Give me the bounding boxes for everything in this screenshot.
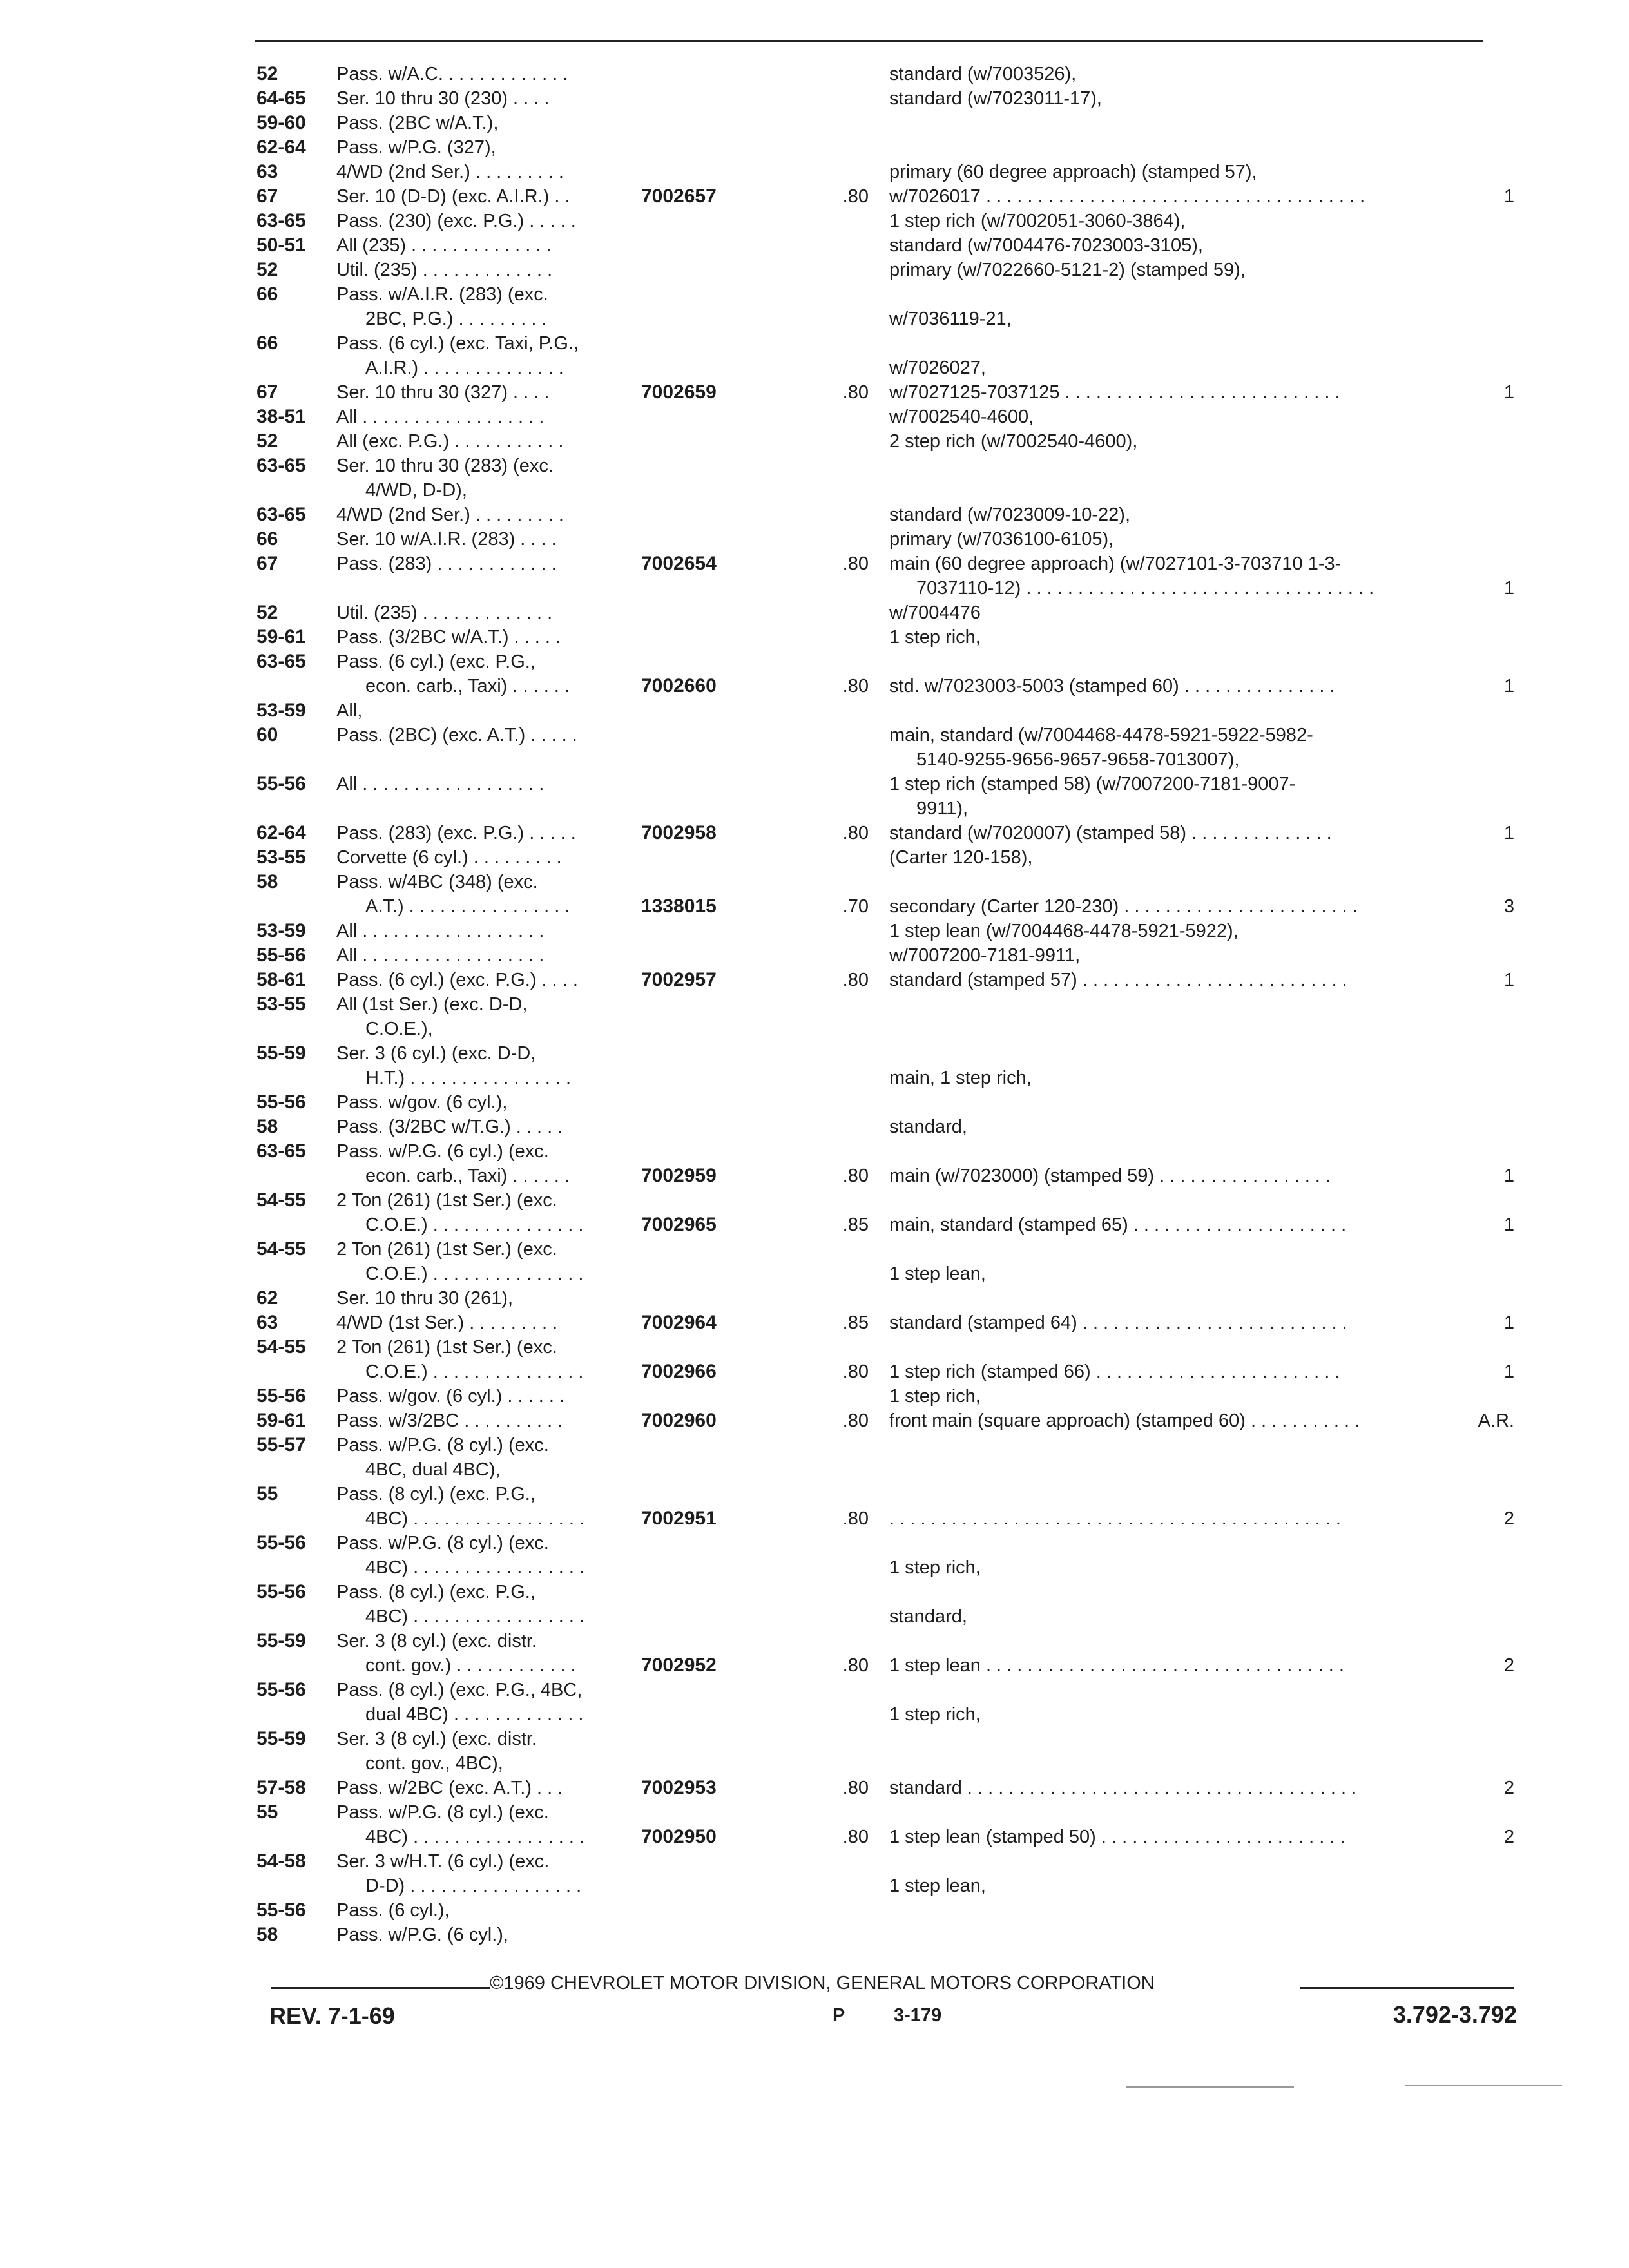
application-desc-continued: H.T.) . . . . . . . . . . . . . . . . <box>365 1068 572 1088</box>
part-description: w/7026017 . . . . . . . . . . . . . . . . . . . . . . . . . . . . . . . . . . . . . <box>889 186 1365 207</box>
application-desc-continued: 4/WD, D-D), <box>365 480 467 501</box>
footer-rule-left <box>271 1987 490 1989</box>
jet-size: .70 <box>842 896 869 917</box>
application-desc: Ser. 10 thru 30 (327) . . . . <box>336 382 550 403</box>
application-desc: Pass. w/P.G. (8 cyl.) (exc. <box>336 1435 549 1456</box>
part-description: primary (60 degree approach) (stamped 57), <box>889 162 1257 182</box>
application-desc-continued: cont. gov., 4BC), <box>365 1753 503 1774</box>
model-year: 52 <box>256 63 278 84</box>
part-description: (Carter 120-158), <box>889 847 1033 868</box>
part-number: 7002964 <box>641 1312 717 1333</box>
model-year: 55-59 <box>256 1728 306 1749</box>
part-description: standard (stamped 57) . . . . . . . . . . . . . . . . . . . . . . . . . . <box>889 970 1347 990</box>
model-year: 59-61 <box>256 626 306 648</box>
part-description: standard, <box>889 1117 967 1137</box>
model-year: 62-64 <box>256 137 306 158</box>
model-year: 54-55 <box>256 1336 306 1358</box>
model-year: 55 <box>256 1483 278 1504</box>
revision-date: REV. 7-1-69 <box>269 2003 395 2029</box>
application-desc: 4/WD (2nd Ser.) . . . . . . . . . <box>336 162 564 182</box>
part-number: 7002957 <box>641 969 717 990</box>
part-description: secondary (Carter 120-230) . . . . . . . . . . . . . . . . . . . . . . . <box>889 896 1358 917</box>
part-description: 1 step rich, <box>889 627 981 648</box>
part-description: main, standard (stamped 65) . . . . . . . . . . . . . . . . . . . . . <box>889 1215 1347 1235</box>
application-desc: Pass. w/A.C. . . . . . . . . . . . . <box>336 64 568 84</box>
quantity: 2 <box>1503 1508 1514 1529</box>
part-description: standard (w/7004476-7023003-3105), <box>889 235 1203 256</box>
part-description: 1 step rich (stamped 58) (w/7007200-7181-9007- <box>889 774 1296 794</box>
application-desc-continued: econ. carb., Taxi) . . . . . . <box>365 676 570 697</box>
application-desc-continued: C.O.E.), <box>365 1019 433 1039</box>
application-desc: Util. (235) . . . . . . . . . . . . . <box>336 602 553 623</box>
model-year: 52 <box>256 430 278 452</box>
application-desc: Ser. 10 thru 30 (283) (exc. <box>336 456 554 476</box>
quantity: 1 <box>1503 186 1514 207</box>
part-number: 7002960 <box>641 1410 717 1431</box>
application-desc: 2 Ton (261) (1st Ser.) (exc. <box>336 1337 557 1358</box>
model-year: 67 <box>256 553 278 574</box>
jet-size: .80 <box>842 1827 869 1847</box>
model-year: 59-60 <box>256 112 306 133</box>
application-desc: Pass. w/2BC (exc. A.T.) . . . <box>336 1778 563 1798</box>
model-year: 52 <box>256 259 278 280</box>
copyright-line: ©1969 CHEVROLET MOTOR DIVISION, GENERAL MOTORS CORPORATION <box>490 1973 1155 1994</box>
application-desc: Ser. 3 (8 cyl.) (exc. distr. <box>336 1631 537 1651</box>
part-description: primary (w/7036100-6105), <box>889 529 1114 550</box>
quantity: 2 <box>1503 1827 1514 1847</box>
model-year: 63-65 <box>256 455 306 476</box>
model-year: 55-59 <box>256 1043 306 1064</box>
model-year: 63-65 <box>256 210 306 231</box>
model-year: 63-65 <box>256 1140 306 1162</box>
model-year: 54-58 <box>256 1850 306 1872</box>
application-desc: 4/WD (2nd Ser.) . . . . . . . . . <box>336 505 564 525</box>
part-description: front main (square approach) (stamped 60) . . . . . . . . . . . <box>889 1410 1360 1431</box>
part-description: standard . . . . . . . . . . . . . . . . . . . . . . . . . . . . . . . . . . . . . . <box>889 1778 1357 1798</box>
jet-size: .80 <box>842 1508 869 1529</box>
application-desc: Pass. (8 cyl.) (exc. P.G., <box>336 1484 535 1504</box>
part-description: 1 step lean, <box>889 1264 986 1284</box>
model-year: 55-56 <box>256 1679 306 1700</box>
model-year: 54-55 <box>256 1189 306 1211</box>
application-desc-continued: A.I.R.) . . . . . . . . . . . . . . <box>365 358 564 378</box>
application-desc: Pass. w/4BC (348) (exc. <box>336 872 538 892</box>
part-number-range: 3.792-3.792 <box>1393 2001 1517 2028</box>
application-desc-continued: dual 4BC) . . . . . . . . . . . . . <box>365 1704 584 1725</box>
jet-size: .80 <box>842 1778 869 1798</box>
model-year: 62 <box>256 1287 278 1309</box>
application-desc: Pass. (230) (exc. P.G.) . . . . . <box>336 211 576 231</box>
part-number: 7002660 <box>641 675 717 697</box>
application-desc: Pass. w/P.G. (8 cyl.) (exc. <box>336 1533 549 1553</box>
model-year: 58-61 <box>256 969 306 990</box>
quantity: 1 <box>1503 382 1514 403</box>
application-desc: Pass. (6 cyl.) (exc. Taxi, P.G., <box>336 333 579 354</box>
application-desc: 2 Ton (261) (1st Ser.) (exc. <box>336 1239 557 1260</box>
part-description: primary (w/7022660-5121-2) (stamped 59), <box>889 260 1246 280</box>
model-year: 55-59 <box>256 1630 306 1651</box>
model-year: 55-56 <box>256 1091 306 1113</box>
part-number: 7002654 <box>641 553 717 574</box>
model-year: 55-56 <box>256 1385 306 1407</box>
section-letter: P <box>833 2005 845 2026</box>
quantity: 1 <box>1503 1166 1514 1186</box>
model-year: 63 <box>256 161 278 182</box>
top-rule <box>255 40 1483 42</box>
application-desc: Ser. 10 w/A.I.R. (283) . . . . <box>336 529 557 550</box>
jet-size: .80 <box>842 186 869 207</box>
part-description: w/7027125-7037125 . . . . . . . . . . . . . . . . . . . . . . . . . . . <box>889 382 1340 403</box>
application-desc: Pass. (2BC w/A.T.), <box>336 113 499 133</box>
part-description: w/7026027, <box>889 358 986 378</box>
application-desc: Pass. (283) . . . . . . . . . . . . <box>336 553 557 574</box>
part-description: main (w/7023000) (stamped 59) . . . . . . . . . . . . . . . . . <box>889 1166 1331 1186</box>
part-description-continued: 7037110-12) . . . . . . . . . . . . . . . . . . . . . . . . . . . . . . . . . . <box>916 578 1374 599</box>
application-desc: Pass. w/P.G. (8 cyl.) (exc. <box>336 1802 549 1823</box>
part-number: 7002951 <box>641 1508 717 1529</box>
application-desc: Ser. 3 (8 cyl.) (exc. distr. <box>336 1729 537 1749</box>
part-description: w/7002540-4600, <box>889 407 1034 427</box>
quantity: 1 <box>1503 1361 1514 1382</box>
model-year: 53-59 <box>256 700 306 721</box>
application-desc-continued: 4BC, dual 4BC), <box>365 1459 501 1480</box>
part-description: 1 step lean . . . . . . . . . . . . . . . . . . . . . . . . . . . . . . . . . . . <box>889 1655 1344 1676</box>
jet-size: .80 <box>842 553 869 574</box>
part-description-continued: 9911), <box>916 798 969 819</box>
part-number: 7002657 <box>641 186 717 207</box>
model-year: 62-64 <box>256 822 306 843</box>
part-description: standard (w/7003526), <box>889 64 1077 84</box>
application-desc: All (1st Ser.) (exc. D-D, <box>336 994 528 1015</box>
model-year: 57-58 <box>256 1777 306 1798</box>
jet-size: .80 <box>842 1655 869 1676</box>
part-description: standard (w/7023009-10-22), <box>889 505 1131 525</box>
model-year: 58 <box>256 871 278 892</box>
model-year: 60 <box>256 724 278 745</box>
application-desc: All . . . . . . . . . . . . . . . . . . <box>336 774 545 794</box>
model-year: 63-65 <box>256 504 306 525</box>
model-year: 53-55 <box>256 847 306 868</box>
application-desc: 4/WD (1st Ser.) . . . . . . . . . <box>336 1312 558 1333</box>
application-desc: Pass. (6 cyl.) (exc. P.G.) . . . . <box>336 970 578 990</box>
model-year: 53-59 <box>256 920 306 941</box>
model-year: 54-55 <box>256 1238 306 1260</box>
quantity: 2 <box>1503 1655 1514 1676</box>
application-desc: Pass. w/P.G. (6 cyl.), <box>336 1925 508 1945</box>
model-year: 58 <box>256 1116 278 1137</box>
quantity: 1 <box>1503 970 1514 990</box>
application-desc-continued: C.O.E.) . . . . . . . . . . . . . . . <box>365 1264 584 1284</box>
jet-size: .80 <box>842 676 869 697</box>
quantity: A.R. <box>1478 1410 1514 1431</box>
application-desc-continued: econ. carb., Taxi) . . . . . . <box>365 1166 570 1186</box>
part-description: w/7007200-7181-9911, <box>889 945 1081 966</box>
jet-size: .80 <box>842 1361 869 1382</box>
part-description: std. w/7023003-5003 (stamped 60) . . . . . . . . . . . . . . . <box>889 676 1335 697</box>
application-desc: Pass. (6 cyl.), <box>336 1900 450 1921</box>
model-year: 66 <box>256 528 278 550</box>
application-desc: Pass. w/gov. (6 cyl.), <box>336 1092 508 1113</box>
model-year: 63-65 <box>256 651 306 672</box>
application-desc: Pass. w/A.I.R. (283) (exc. <box>336 284 548 305</box>
model-year: 55-56 <box>256 1899 306 1921</box>
quantity: 1 <box>1503 823 1514 843</box>
application-desc: 2 Ton (261) (1st Ser.) (exc. <box>336 1190 557 1211</box>
application-desc-continued: C.O.E.) . . . . . . . . . . . . . . . <box>365 1361 584 1382</box>
application-desc: Ser. 10 thru 30 (261), <box>336 1288 514 1309</box>
part-description: main (60 degree approach) (w/7027101-3-703710 1-3- <box>889 553 1342 574</box>
part-description: w/7036119-21, <box>889 309 1012 329</box>
application-desc: Ser. 10 thru 30 (230) . . . . <box>336 88 550 109</box>
jet-size: .80 <box>842 1410 869 1431</box>
application-desc: All . . . . . . . . . . . . . . . . . . <box>336 407 545 427</box>
application-desc-continued: D-D) . . . . . . . . . . . . . . . . . <box>365 1876 582 1896</box>
scan-mark-1 <box>1126 2086 1294 2088</box>
part-number: 1338015 <box>641 896 717 917</box>
model-year: 66 <box>256 284 278 305</box>
model-year: 53-55 <box>256 994 306 1015</box>
application-desc: Pass. w/P.G. (327), <box>336 137 496 158</box>
part-description: 1 step lean (w/7004468-4478-5921-5922), <box>889 921 1239 941</box>
part-number: 7002952 <box>641 1655 717 1676</box>
model-year: 64-65 <box>256 88 306 109</box>
model-year: 67 <box>256 186 278 207</box>
part-description: . . . . . . . . . . . . . . . . . . . . . . . . . . . . . . . . . . . . . . . . . . . . <box>889 1508 1341 1529</box>
application-desc: Pass. w/gov. (6 cyl.) . . . . . . <box>336 1386 564 1407</box>
part-description: 1 step lean, <box>889 1876 986 1896</box>
model-year: 50-51 <box>256 235 306 256</box>
application-desc: Pass. (3/2BC w/A.T.) . . . . . <box>336 627 561 648</box>
jet-size: .80 <box>842 382 869 403</box>
part-description: standard, <box>889 1606 967 1627</box>
part-description: w/7004476 <box>889 602 981 623</box>
part-number: 7002965 <box>641 1214 717 1235</box>
application-desc: All, <box>336 700 363 721</box>
application-desc-continued: 2BC, P.G.) . . . . . . . . . <box>365 309 547 329</box>
part-description: 1 step rich (w/7002051-3060-3864), <box>889 211 1186 231</box>
application-desc-continued: cont. gov.) . . . . . . . . . . . . <box>365 1655 576 1676</box>
application-desc-continued: C.O.E.) . . . . . . . . . . . . . . . <box>365 1215 584 1235</box>
scan-mark-2 <box>1405 2085 1562 2086</box>
part-description: 1 step rich, <box>889 1386 981 1407</box>
application-desc: Pass. w/3/2BC . . . . . . . . . . <box>336 1410 563 1431</box>
model-year: 66 <box>256 332 278 354</box>
model-year: 55-56 <box>256 945 306 966</box>
part-number: 7002953 <box>641 1777 717 1798</box>
model-year: 55-56 <box>256 1581 306 1602</box>
quantity: 1 <box>1503 676 1514 697</box>
quantity: 1 <box>1503 1215 1514 1235</box>
application-desc: Pass. (8 cyl.) (exc. P.G., <box>336 1582 535 1602</box>
application-desc: Pass. (3/2BC w/T.G.) . . . . . <box>336 1117 563 1137</box>
application-desc-continued: 4BC) . . . . . . . . . . . . . . . . . <box>365 1827 585 1847</box>
model-year: 55-56 <box>256 1532 306 1553</box>
model-year: 55 <box>256 1802 278 1823</box>
jet-size: .85 <box>842 1215 869 1235</box>
part-description: 1 step rich (stamped 66) . . . . . . . . . . . . . . . . . . . . . . . . <box>889 1361 1340 1382</box>
part-number: 7002959 <box>641 1165 717 1186</box>
jet-size: .80 <box>842 970 869 990</box>
model-year: 52 <box>256 602 278 623</box>
part-description-continued: 5140-9255-9656-9657-9658-7013007), <box>916 749 1240 770</box>
footer-rule-right <box>1300 1987 1514 1989</box>
application-desc: Util. (235) . . . . . . . . . . . . . <box>336 260 553 280</box>
application-desc: Pass. w/P.G. (6 cyl.) (exc. <box>336 1141 549 1162</box>
model-year: 55-57 <box>256 1434 306 1456</box>
application-desc: Pass. (8 cyl.) (exc. P.G., 4BC, <box>336 1680 583 1700</box>
part-description: 2 step rich (w/7002540-4600), <box>889 431 1138 452</box>
part-number: 7002950 <box>641 1826 717 1847</box>
page-number: 3-179 <box>894 2005 942 2026</box>
quantity: 1 <box>1503 578 1514 599</box>
application-desc: Pass. (6 cyl.) (exc. P.G., <box>336 651 535 672</box>
part-number: 7002966 <box>641 1361 717 1382</box>
model-year: 59-61 <box>256 1410 306 1431</box>
model-year: 63 <box>256 1312 278 1333</box>
application-desc: All . . . . . . . . . . . . . . . . . . <box>336 921 545 941</box>
application-desc: Corvette (6 cyl.) . . . . . . . . . <box>336 847 562 868</box>
application-desc-continued: A.T.) . . . . . . . . . . . . . . . . <box>365 896 570 917</box>
quantity: 3 <box>1503 896 1514 917</box>
part-description: standard (w/7023011-17), <box>889 88 1102 109</box>
part-description: 1 step rich, <box>889 1557 981 1578</box>
part-description: standard (w/7020007) (stamped 58) . . . . . . . . . . . . . . <box>889 823 1332 843</box>
application-desc: Pass. (2BC) (exc. A.T.) . . . . . <box>336 725 577 745</box>
part-description: main, standard (w/7004468-4478-5921-5922-5982- <box>889 725 1313 745</box>
quantity: 2 <box>1503 1778 1514 1798</box>
application-desc: All (235) . . . . . . . . . . . . . . <box>336 235 552 256</box>
jet-size: .85 <box>842 1312 869 1333</box>
model-year: 55-56 <box>256 773 306 794</box>
application-desc: Pass. (283) (exc. P.G.) . . . . . <box>336 823 576 843</box>
application-desc: Ser. 3 w/H.T. (6 cyl.) (exc. <box>336 1851 550 1872</box>
application-desc: Ser. 3 (6 cyl.) (exc. D-D, <box>336 1043 536 1064</box>
quantity: 1 <box>1503 1312 1514 1333</box>
application-desc-continued: 4BC) . . . . . . . . . . . . . . . . . <box>365 1557 585 1578</box>
part-number: 7002659 <box>641 381 717 403</box>
jet-size: .80 <box>842 1166 869 1186</box>
application-desc-continued: 4BC) . . . . . . . . . . . . . . . . . <box>365 1508 585 1529</box>
part-description: standard (stamped 64) . . . . . . . . . . . . . . . . . . . . . . . . . . <box>889 1312 1347 1333</box>
model-year: 67 <box>256 381 278 403</box>
application-desc: Ser. 10 (D-D) (exc. A.I.R.) . . <box>336 186 570 207</box>
application-desc-continued: 4BC) . . . . . . . . . . . . . . . . . <box>365 1606 585 1627</box>
model-year: 38-51 <box>256 406 306 427</box>
application-desc: All (exc. P.G.) . . . . . . . . . . . <box>336 431 564 452</box>
model-year: 58 <box>256 1924 278 1945</box>
part-description: 1 step rich, <box>889 1704 981 1725</box>
application-desc: All . . . . . . . . . . . . . . . . . . <box>336 945 545 966</box>
part-number: 7002958 <box>641 822 717 843</box>
jet-size: .80 <box>842 823 869 843</box>
part-description: main, 1 step rich, <box>889 1068 1032 1088</box>
part-description: 1 step lean (stamped 50) . . . . . . . . . . . . . . . . . . . . . . . . <box>889 1827 1345 1847</box>
